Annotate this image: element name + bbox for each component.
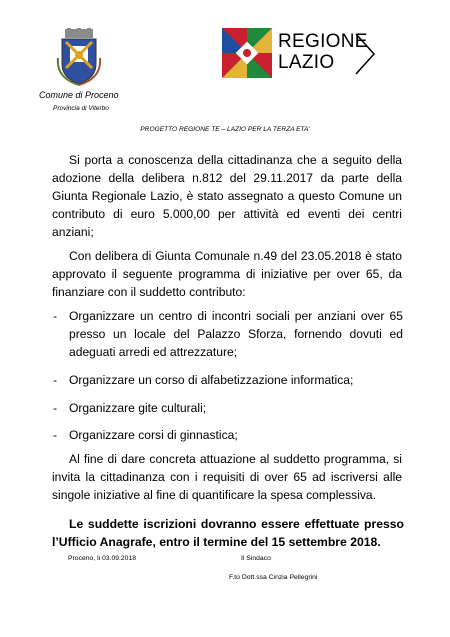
place-date: Proceno, li 03.09.2018 xyxy=(68,555,137,562)
paragraph-deadline: Le suddette iscrizioni dovranno essere effettuate presso l’Ufficio Anagrafe, entro il termine del 15 settembre 2018. xyxy=(52,517,404,549)
logo-chevron-mark xyxy=(354,32,378,76)
region-logo-line1: REGIONE xyxy=(278,31,368,52)
region-logo-line2: LAZIO xyxy=(278,52,335,73)
province-name: Provincia di Viterbo xyxy=(53,105,109,112)
bullet-marker: - xyxy=(53,373,58,387)
bullet-marker: - xyxy=(53,428,58,442)
mayor-title: Il Sindaco xyxy=(241,555,271,562)
bullet-item: Organizzare gite culturali; xyxy=(69,401,207,415)
region-emblem-icon xyxy=(222,28,272,78)
bullet-item: Organizzare un corso di alfabetizzazione informatica; xyxy=(69,373,354,387)
paragraph-invitation: Al fine di dare concreta attuazione al suddetto programma, si invita la cittadinanza con i requisiti di over 65 ad iscriversi alle singole iniziative al fine di quantificare la spesa complessiva. xyxy=(52,452,402,502)
regione-lazio-logo xyxy=(222,28,382,80)
municipal-coat-of-arms-logo xyxy=(56,28,102,86)
mayor-signature: F.to Dott.ssa Cinzia Pellegrini xyxy=(229,574,318,581)
paragraph-funding: Si porta a conoscenza della cittadinanza che a seguito della adozione della delibera n.812 del 29.11.2017 da parte della Giunta Regionale Lazio, è stato assegnato a questo Comune un contributo di euro 5.000,00 per attività ed eventi dei centri anziani; xyxy=(52,153,402,239)
bullet-marker: - xyxy=(53,401,58,415)
bullet-marker: - xyxy=(53,309,58,323)
project-title: PROGETTO REGIONE TE – LAZIO PER LA TERZA ETA' xyxy=(140,126,310,133)
paragraph-program: Con delibera di Giunta Comunale n.49 del 23.05.2018 è stato approvato il seguente programma di iniziative per over 65, da finanziare con il suddetto contributo: xyxy=(52,249,402,299)
municipality-name: Comune di Proceno xyxy=(39,90,119,100)
bullet-item: Organizzare un centro di incontri sociali per anziani over 65 presso un locale del Palazzo Sforza, fornendo dovuti ed adeguati arredi ed attrezzature; xyxy=(69,309,403,359)
bullet-item: Organizzare corsi di ginnastica; xyxy=(69,428,238,442)
